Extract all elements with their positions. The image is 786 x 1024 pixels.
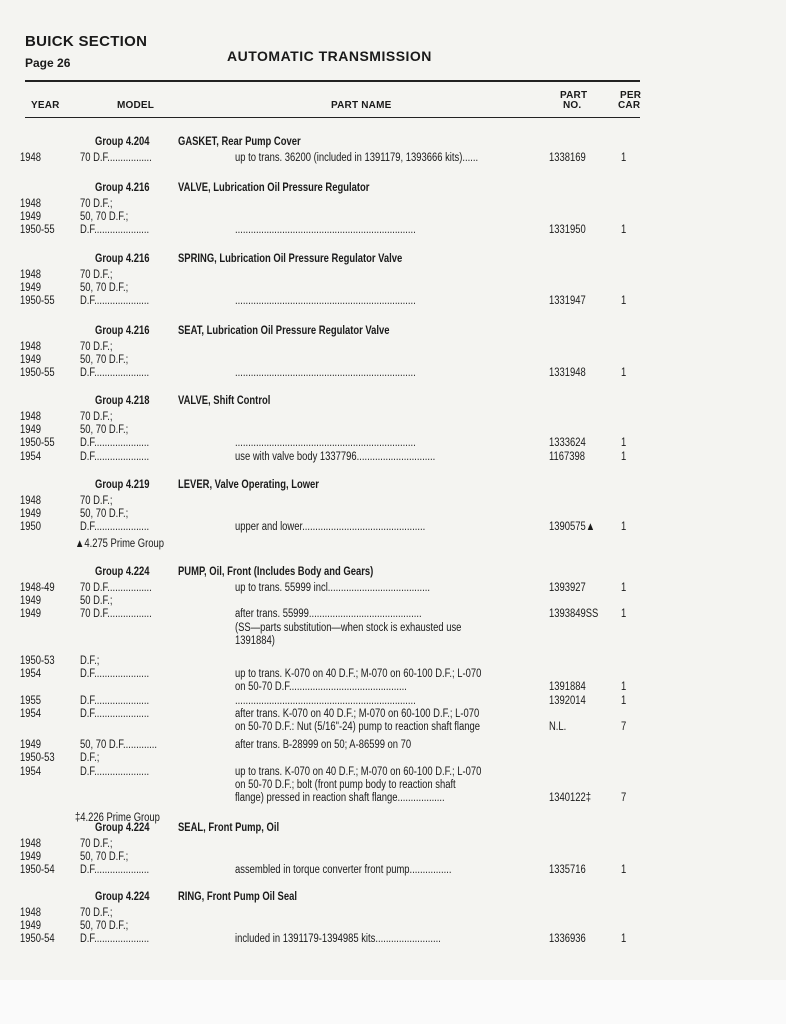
top-rule — [25, 80, 640, 82]
col-per-top: PER — [620, 90, 642, 101]
row-model: D.F..................... — [80, 694, 150, 707]
group-part-name: VALVE, Lubrication Oil Pressure Regulator — [178, 182, 370, 194]
row-year: 1948 — [20, 411, 41, 423]
row-year: 1948 — [20, 198, 41, 210]
row-model: D.F..................... — [80, 450, 150, 463]
row-model: 70 D.F................. — [80, 152, 152, 164]
row-year: 1950-55 — [20, 367, 55, 380]
row-model: 70 D.F.; — [80, 495, 113, 507]
row-part-number: 1167398 — [549, 450, 586, 463]
row-per-car: 1 — [621, 681, 627, 694]
row-part-number: 1390575▲ — [549, 521, 596, 534]
row-per-car: 1 — [621, 224, 627, 237]
row-year: 1954 — [20, 707, 41, 720]
row-description: ..................................................................... — [235, 437, 416, 450]
row-description: on 50-70 D.F............................................. — [235, 681, 407, 694]
row-part-number: 1331947 — [549, 295, 586, 308]
row-model: 50 D.F.; — [80, 595, 113, 608]
row-year: 1949 — [20, 851, 41, 864]
row-model: D.F..................... — [80, 224, 150, 237]
row-description: on 50-70 D.F.: Nut (5/16"-24) pump to reaction shaft flange — [235, 721, 481, 733]
group-number: Group 4.218 — [95, 395, 150, 407]
section-title: BUICK SECTION — [25, 33, 148, 50]
row-model: 50, 70 D.F.; — [80, 851, 129, 864]
row-year: 1955 — [20, 694, 41, 707]
page-number: Page 26 — [25, 56, 71, 70]
group-part-name: VALVE, Shift Control — [178, 395, 271, 407]
row-model: 50, 70 D.F............. — [80, 739, 158, 752]
row-year: 1949 — [20, 354, 41, 367]
row-description: ..................................................................... — [235, 694, 416, 707]
row-part-number: 1335716 — [549, 864, 586, 877]
row-part-number: 1392014 — [549, 694, 586, 707]
row-model: ▲4.275 Prime Group — [75, 537, 165, 550]
row-per-car: 1 — [621, 367, 627, 380]
group-number: Group 4.216 — [95, 182, 150, 194]
row-year: 1950 — [20, 521, 41, 534]
row-year: 1950-54 — [20, 864, 55, 877]
row-year: 1948 — [20, 838, 41, 850]
row-part-number: 1393849SS — [549, 608, 599, 621]
row-year: 1948 — [20, 152, 41, 164]
row-model: 70 D.F.; — [80, 269, 113, 281]
row-part-number: 1338169 — [549, 152, 586, 164]
group-number: Group 4.224 — [95, 566, 150, 578]
row-model: 70 D.F................. — [80, 608, 152, 621]
row-year: 1950-53 — [20, 752, 55, 765]
row-part-number: 1333624 — [549, 437, 586, 450]
col-year: YEAR — [31, 100, 60, 111]
group-number: Group 4.219 — [95, 479, 150, 491]
row-year: 1949 — [20, 920, 41, 933]
row-per-car: 1 — [621, 521, 627, 534]
row-per-car: 7 — [621, 792, 627, 804]
row-part-number: 1391884 — [549, 681, 586, 694]
row-year: 1948-49 — [20, 582, 55, 594]
row-year: 1954 — [20, 450, 41, 463]
row-model: 70 D.F.; — [80, 198, 113, 210]
row-year: 1950-55 — [20, 437, 55, 450]
row-year: 1950-55 — [20, 224, 55, 237]
group-part-name: SEAT, Lubrication Oil Pressure Regulator Valve — [178, 325, 390, 337]
row-model: 50, 70 D.F.; — [80, 920, 129, 933]
row-year: 1949 — [20, 608, 41, 621]
row-model: 50, 70 D.F.; — [80, 211, 129, 224]
page-title: AUTOMATIC TRANSMISSION — [227, 48, 432, 64]
header-rule — [25, 117, 640, 118]
row-year: 1948 — [20, 341, 41, 353]
row-description: after trans. B-28999 on 50; A-86599 on 70 — [235, 739, 412, 752]
row-year: 1950-54 — [20, 933, 55, 946]
row-year: 1949 — [20, 508, 41, 521]
row-model: 70 D.F................. — [80, 582, 152, 594]
row-per-car: 1 — [621, 450, 627, 463]
row-description: ..................................................................... — [235, 367, 416, 380]
page-bottom-margin — [0, 980, 786, 1024]
row-year: 1948 — [20, 907, 41, 919]
row-year: 1949 — [20, 739, 41, 752]
row-part-number: 1336936 — [549, 933, 586, 946]
row-model: D.F..................... — [80, 521, 150, 534]
row-model: D.F..................... — [80, 668, 150, 681]
row-model: 70 D.F.; — [80, 838, 113, 850]
row-description: use with valve body 1337796.............................. — [235, 450, 436, 463]
row-model: 70 D.F.; — [80, 341, 113, 353]
row-description: after trans. K-070 on 40 D.F.; M-070 on 60-100 D.F.; L-070 — [235, 707, 480, 720]
row-model: 70 D.F.; — [80, 411, 113, 423]
row-part-number: 1331950 — [549, 224, 586, 237]
row-description: ..................................................................... — [235, 224, 416, 237]
row-description: up to trans. 55999 incl....................................... — [235, 582, 430, 594]
row-year: 1950-55 — [20, 295, 55, 308]
group-number: Group 4.224 — [95, 891, 150, 903]
col-part-no-top: PART — [560, 90, 588, 101]
row-model: D.F..................... — [80, 437, 150, 450]
group-part-name: GASKET, Rear Pump Cover — [178, 136, 301, 148]
col-per-bottom: CAR — [618, 100, 641, 111]
row-description: assembled in torque converter front pump................ — [235, 864, 452, 877]
row-model: D.F..................... — [80, 707, 150, 720]
row-part-number: 1393927 — [549, 582, 586, 594]
row-model: 50, 70 D.F.; — [80, 282, 129, 295]
col-part-no-bottom: NO. — [563, 100, 582, 111]
group-number: Group 4.216 — [95, 253, 150, 265]
row-model: 50, 70 D.F.; — [80, 508, 129, 521]
col-model: MODEL — [117, 100, 155, 111]
group-number: Group 4.224 — [95, 822, 150, 834]
row-model: D.F..................... — [80, 367, 150, 380]
row-model: D.F.; — [80, 752, 100, 765]
group-part-name: LEVER, Valve Operating, Lower — [178, 479, 319, 491]
row-per-car: 7 — [621, 721, 627, 733]
row-model: ‡4.226 Prime Group — [75, 812, 160, 825]
row-year: 1954 — [20, 765, 41, 778]
group-part-name: SPRING, Lubrication Oil Pressure Regulator Valve — [178, 253, 403, 265]
row-per-car: 1 — [621, 152, 627, 164]
row-per-car: 1 — [621, 864, 627, 877]
row-description: up to trans. 36200 (included in 1391179, 1393666 kits)...... — [235, 152, 479, 164]
row-part-number: N.L. — [549, 721, 567, 733]
row-part-number: 1331948 — [549, 367, 586, 380]
row-per-car: 1 — [621, 933, 627, 946]
group-number: Group 4.204 — [95, 136, 150, 148]
row-description: up to trans. K-070 on 40 D.F.; M-070 on 60-100 D.F.; L-070 — [235, 765, 482, 778]
group-part-name: PUMP, Oil, Front (Includes Body and Gears) — [178, 566, 374, 578]
row-model: D.F..................... — [80, 295, 150, 308]
col-part-name: PART NAME — [331, 100, 392, 111]
row-year: 1949 — [20, 282, 41, 295]
row-model: D.F.; — [80, 655, 100, 667]
row-description: flange) pressed in reaction shaft flange.................. — [235, 792, 445, 804]
row-per-car: 1 — [621, 582, 627, 594]
row-year: 1949 — [20, 595, 41, 608]
row-description: upper and lower............................................... — [235, 521, 426, 534]
row-per-car: 1 — [621, 608, 627, 621]
row-model: 70 D.F.; — [80, 907, 113, 919]
row-model: D.F..................... — [80, 765, 150, 778]
row-year: 1948 — [20, 495, 41, 507]
row-year: 1950-53 — [20, 655, 55, 667]
row-description: up to trans. K-070 on 40 D.F.; M-070 on 60-100 D.F.; L-070 — [235, 668, 482, 681]
row-year: 1948 — [20, 269, 41, 281]
row-description: after trans. 55999........................................... — [235, 608, 422, 621]
group-number: Group 4.216 — [95, 325, 150, 337]
row-per-car: 1 — [621, 437, 627, 450]
row-model: D.F..................... — [80, 933, 150, 946]
group-part-name: RING, Front Pump Oil Seal — [178, 891, 297, 903]
row-model: D.F..................... — [80, 864, 150, 877]
row-year: 1954 — [20, 668, 41, 681]
row-description: 1391884) — [235, 634, 275, 647]
row-year: 1949 — [20, 211, 41, 224]
row-description: on 50-70 D.F.; bolt (front pump body to reaction shaft — [235, 778, 456, 791]
row-description: ..................................................................... — [235, 295, 416, 308]
row-part-number: 1340122‡ — [549, 792, 591, 804]
row-model: 50, 70 D.F.; — [80, 424, 129, 437]
row-model: 50, 70 D.F.; — [80, 354, 129, 367]
group-part-name: SEAL, Front Pump, Oil — [178, 822, 280, 834]
row-per-car: 1 — [621, 694, 627, 707]
row-description: included in 1391179-1394985 kits......................... — [235, 933, 441, 946]
row-per-car: 1 — [621, 295, 627, 308]
row-year: 1949 — [20, 424, 41, 437]
row-description: (SS—parts substitution—when stock is exhausted use — [235, 621, 462, 634]
